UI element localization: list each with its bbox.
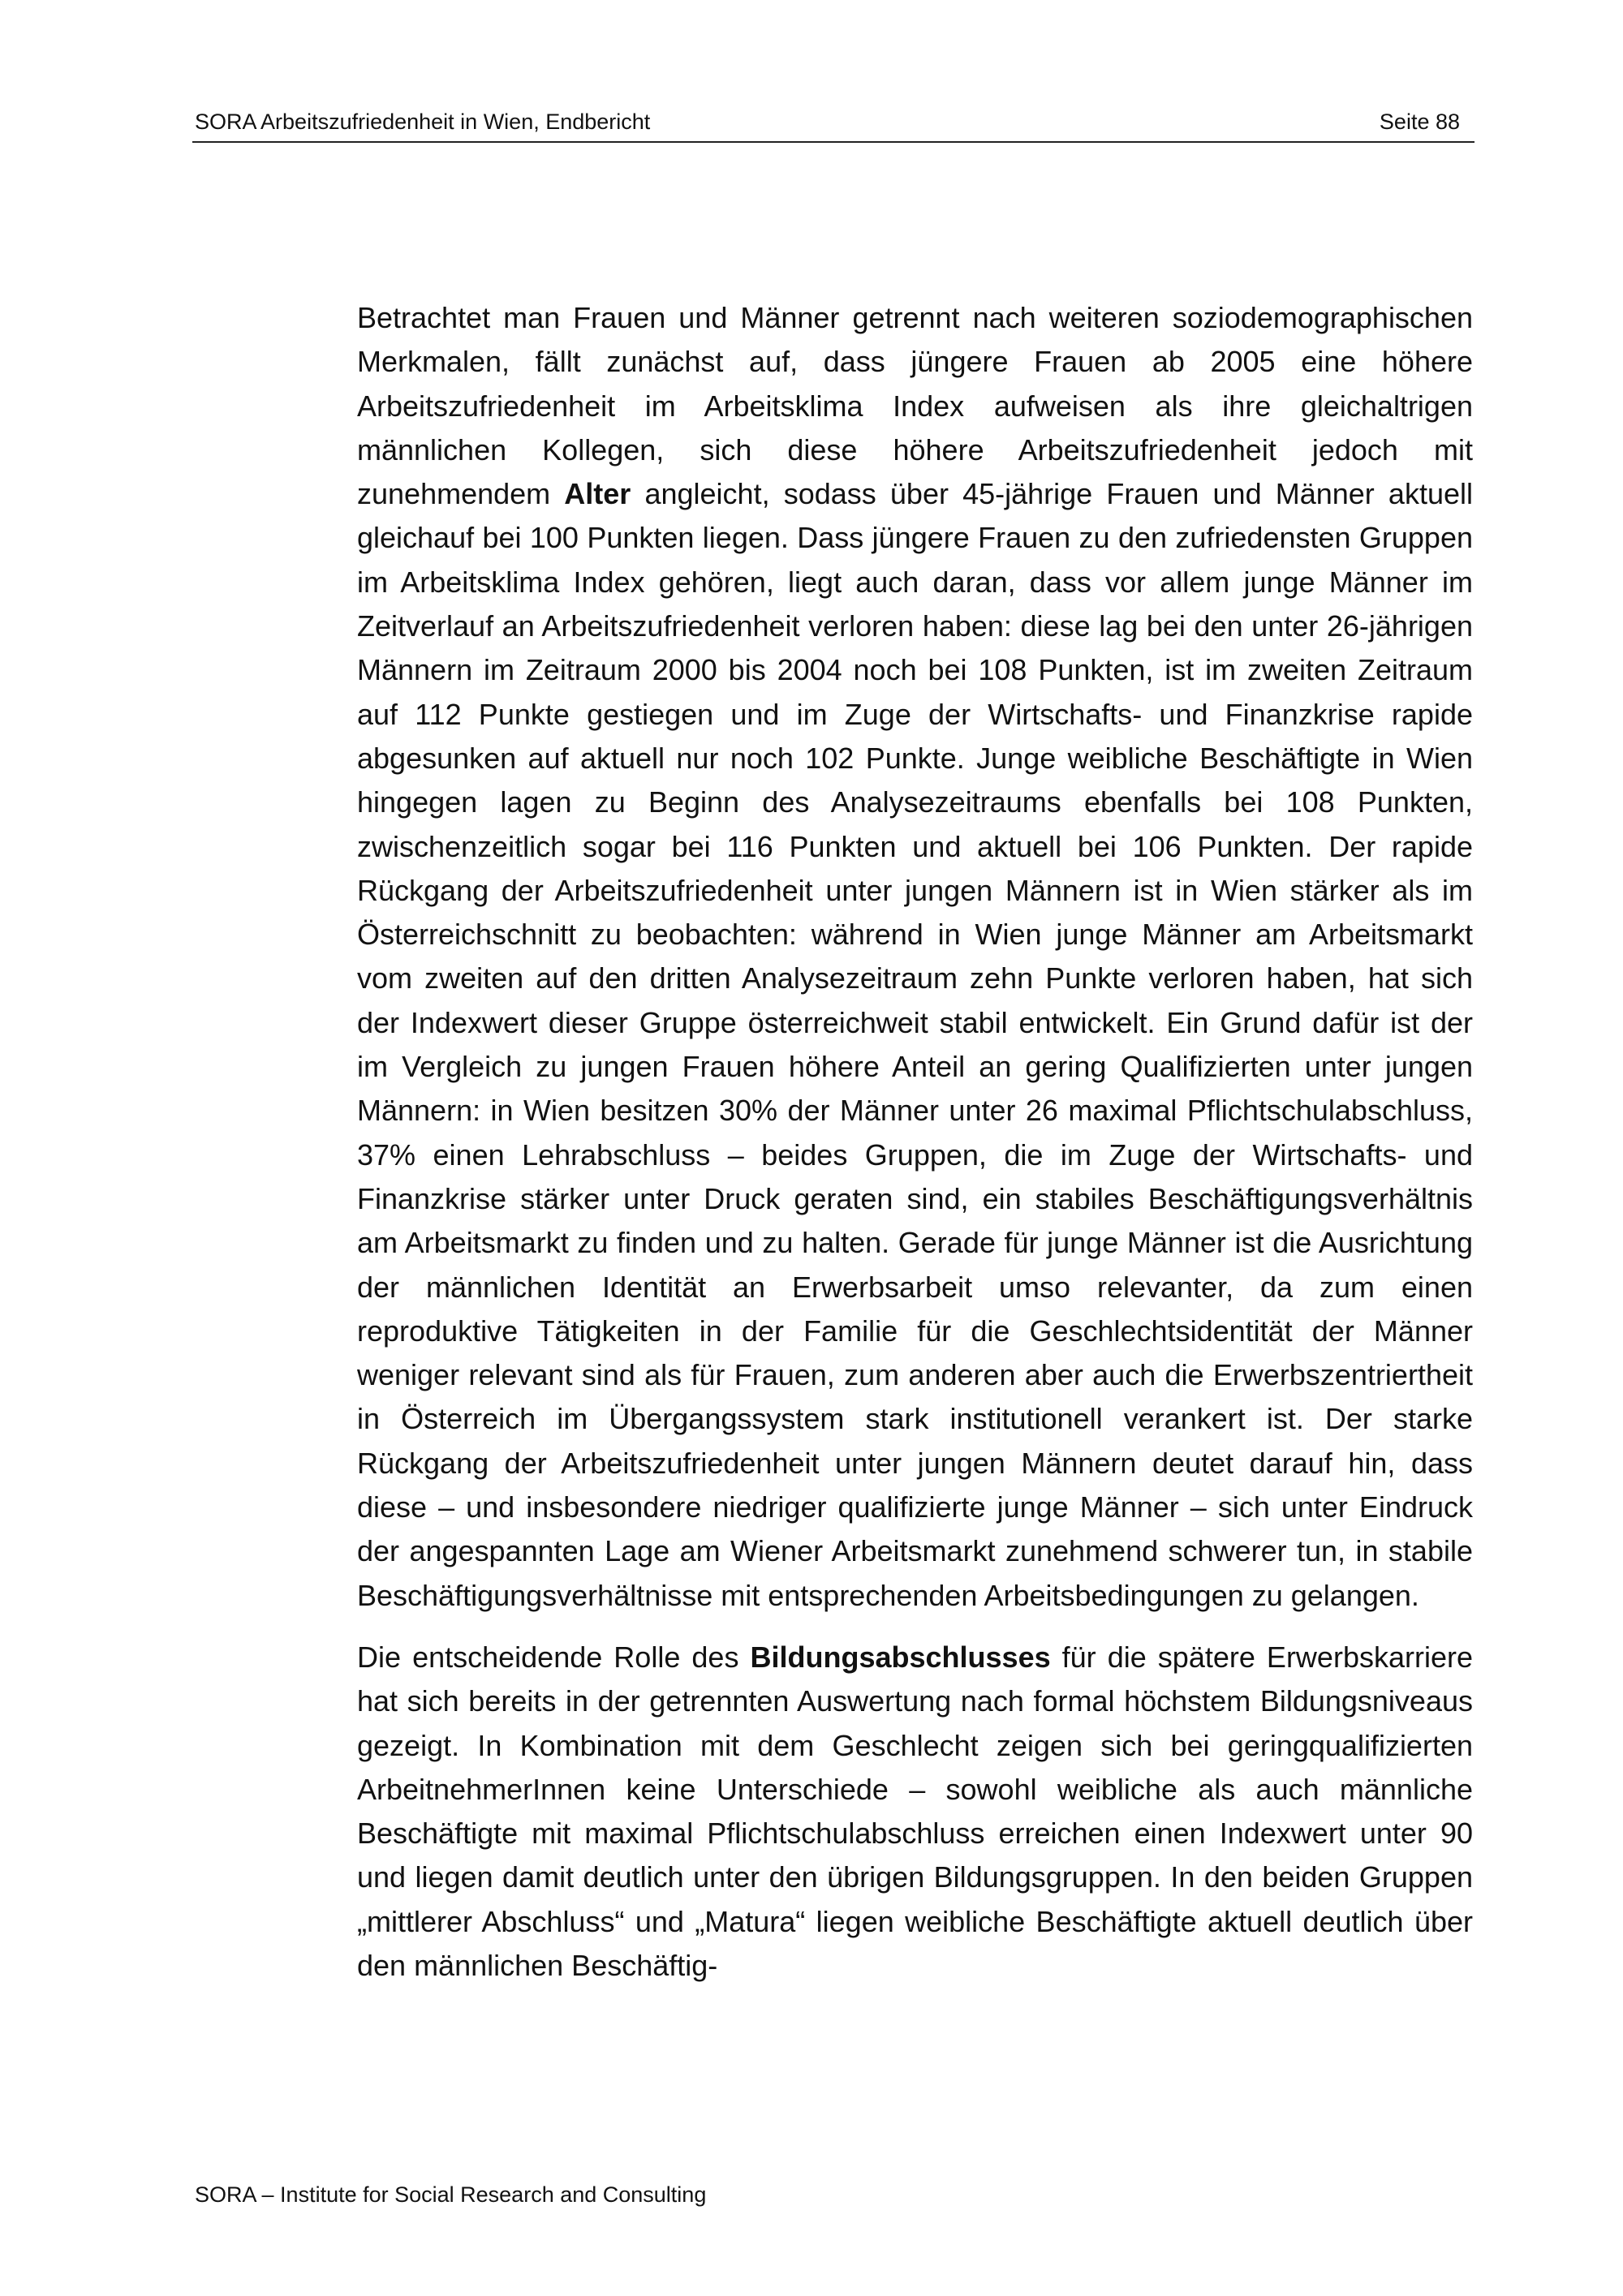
paragraph-1	[357, 296, 1473, 1618]
page-number: Seite 88	[1379, 110, 1460, 134]
paragraph-2	[357, 1636, 1473, 1988]
text-segment: Die entscheidende Rolle des	[357, 1640, 751, 1674]
text-segment: angleicht, sodass über 45-jährige Frauen und Männer aktuell gleichauf bei 100 Punkten liegen. Dass jüngere Frauen zu den zufriedensten Gruppen im Arbeitsklima Index gehören, liegt auch daran, dass vor allem junge Männer im Zeitverlauf an Arbeitszufriedenheit verloren haben: diese lag bei den unter 26-jährigen Männern im Zeitraum 2000 bis 2004 noch bei 108 Punkten, ist im zweiten Zeitraum auf 112 Punkte gestiegen und im Zuge der Wirtschafts- und Finanzkrise rapide abgesunken auf aktuell nur noch 102 Punkte. Junge weibliche Beschäftigte in Wien hingegen lagen zu Beginn des Analysezeitraums ebenfalls bei 108 Punkten, zwischenzeitlich sogar bei 116 Punkten und aktuell bei 106 Punkten. Der rapide Rückgang der Arbeitszufriedenheit unter jungen Männern ist in Wien stärker als im Österreichschnitt zu beobachten: während in Wien junge Männer am Arbeitsmarkt vom zweiten auf den dritten Analysezeitraum zehn Punkte verloren haben, hat sich der Indexwert dieser Gruppe österreichweit stabil entwickelt. Ein Grund dafür ist der im Vergleich zu jungen Frauen höhere Anteil an gering Qualifizierten unter jungen Männern: in Wien besitzen 30% der Männer unter 26 maximal Pflichtschulabschluss, 37% einen Lehrabschluss – beides Gruppen, die im Zuge der Wirtschafts- und Finanzkrise stärker unter Druck geraten sind, ein stabiles Beschäftigungsverhältnis am Arbeitsmarkt zu finden und zu halten. Gerade für junge Männer ist die Ausrichtung der männlichen Identität an Erwerbsarbeit umso relevanter, da zum einen reproduktive Tätigkeiten in der Familie für die Geschlechtsidentität der Männer weniger relevant sind als für Frauen, zum anderen aber auch die Erwerbszentriertheit in Österreich im Übergangssystem stark institutionell verankert ist. Der starke Rückgang der Arbeitszufriedenheit unter jungen Männern deutet darauf hin, dass diese – und insbesondere niedriger qualifizierte junge Männer – sich unter Eindruck der angespannten Lage am Wiener Arbeitsmarkt zunehmend schwerer tun, in stabile Beschäftigungsverhältnisse mit entsprechenden Arbeitsbedingungen zu gelangen.	[357, 477, 1473, 1612]
keyword-alter: Alter	[564, 477, 631, 511]
document-title: SORA Arbeitszufriedenheit in Wien, Endbericht	[195, 110, 651, 134]
keyword-bildungsabschlusses: Bildungsabschlusses	[750, 1640, 1051, 1674]
page-footer: SORA – Institute for Social Research and Consulting	[195, 2182, 707, 2207]
text-segment: Betrachtet man Frauen und Männer getrennt nach weiteren soziodemographischen Merkmalen, fällt zunächst auf, dass jüngere Frauen ab 2005 eine höhere Arbeitszufriedenheit im Arbeitsklima Index aufweisen als ihre gleichaltrigen männlichen Kollegen, sich diese höhere Arbeitszufriedenheit jedoch mit zunehmendem	[357, 301, 1473, 511]
page-header	[192, 104, 1474, 143]
body-text	[357, 296, 1473, 1988]
text-segment: für die spätere Erwerbskarriere hat sich bereits in der getrennten Auswertung nach formal höchstem Bildungsniveaus gezeigt. In Kombination mit dem Geschlecht zeigen sich bei geringqualifizierten ArbeitnehmerInnen keine Unterschiede – sowohl weibliche als auch männliche Beschäftigte mit maximal Pflichtschulabschluss erreichen einen Indexwert unter 90 und liegen damit deutlich unter den übrigen Bildungsgruppen. In den beiden Gruppen „mittlerer Abschluss“ und „Matura“ liegen weibliche Beschäftigte aktuell deutlich über den männlichen Beschäftig-	[357, 1640, 1473, 1982]
